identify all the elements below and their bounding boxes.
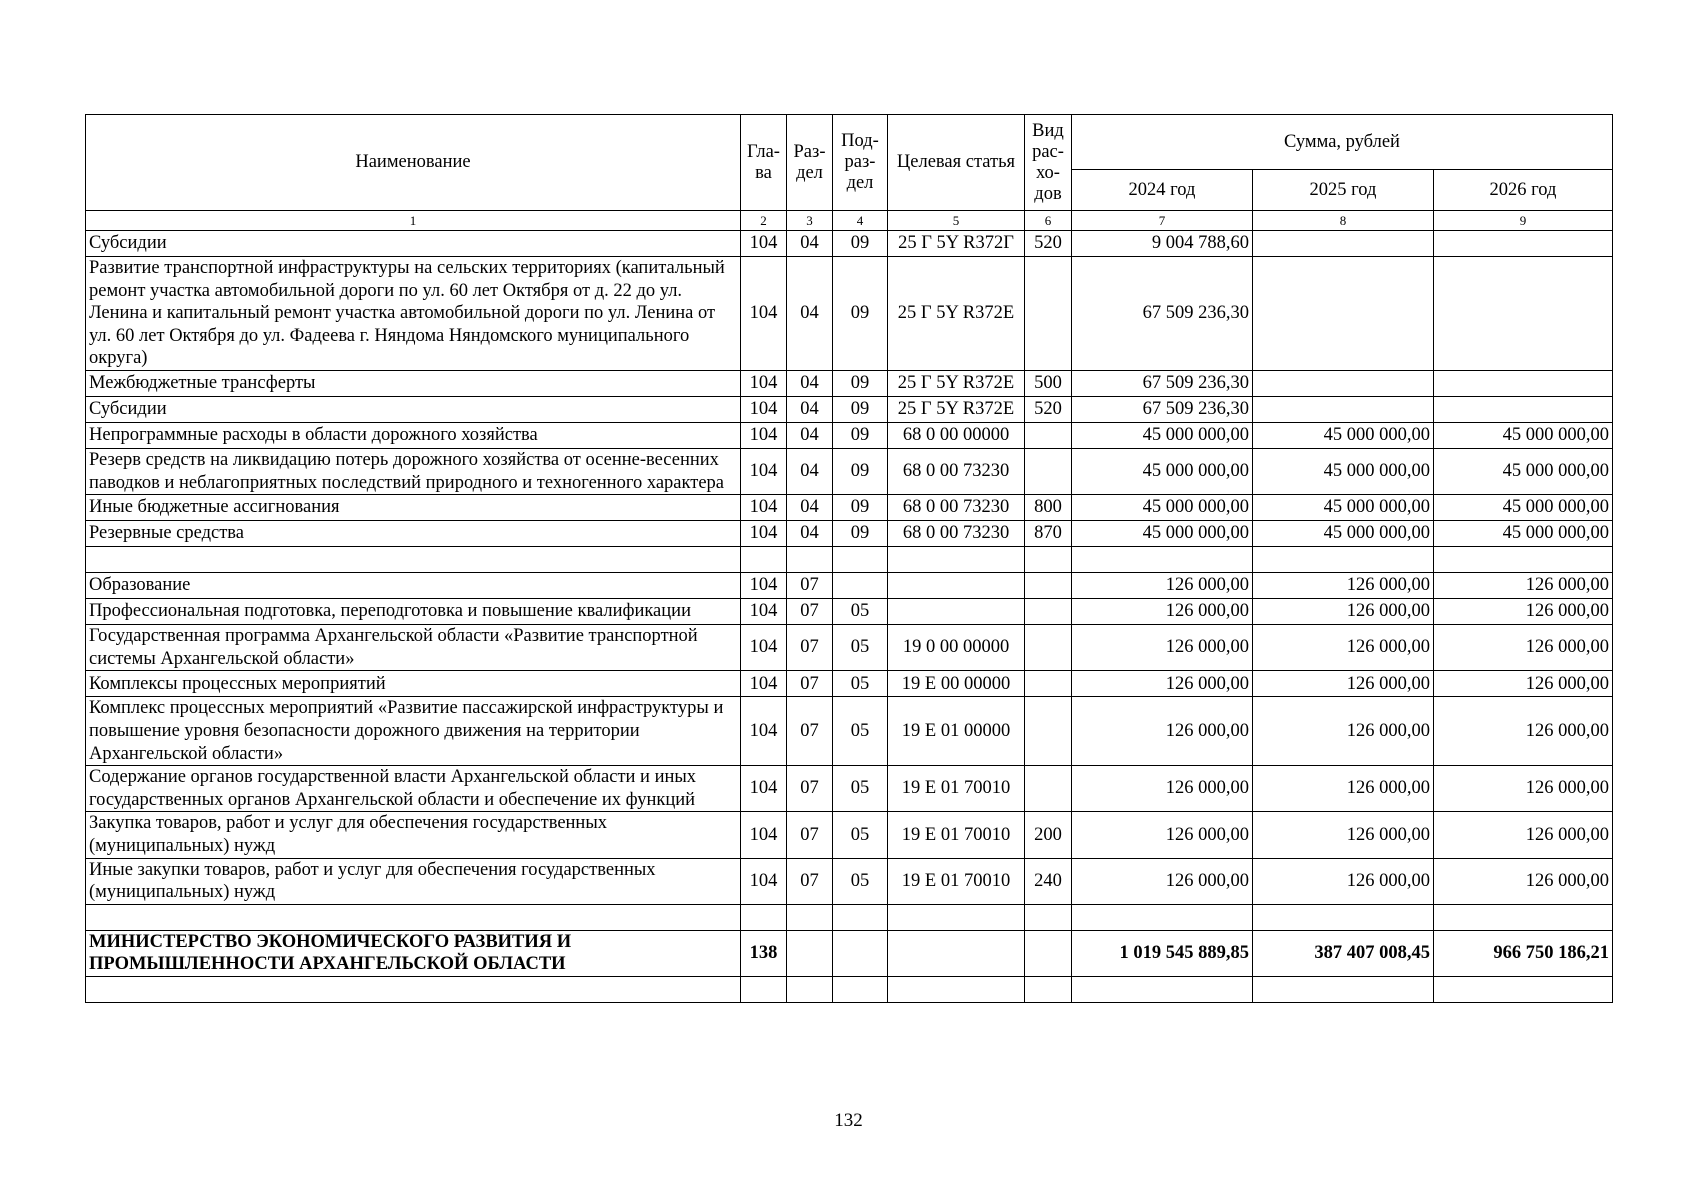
cell-celevaya <box>888 573 1025 599</box>
cell-vid: 200 <box>1025 812 1072 858</box>
table-row <box>86 547 1613 573</box>
header-year-2024: 2024 год <box>1072 170 1253 211</box>
cell-y2025 <box>1253 547 1434 573</box>
cell-y2025: 45 000 000,00 <box>1253 521 1434 547</box>
cell-glava: 104 <box>741 422 787 448</box>
cell-name <box>86 976 741 1002</box>
cell-vid <box>1025 671 1072 697</box>
cell-y2024: 126 000,00 <box>1072 812 1253 858</box>
cell-glava: 138 <box>741 930 787 976</box>
cell-vid: 520 <box>1025 396 1072 422</box>
cell-celevaya: 19 Е 01 70010 <box>888 766 1025 812</box>
cell-name: Образование <box>86 573 741 599</box>
table-row <box>86 976 1613 1002</box>
cell-y2024: 45 000 000,00 <box>1072 521 1253 547</box>
cell-name: Непрограммные расходы в области дорожного хозяйства <box>86 422 741 448</box>
cell-podrazdel: 09 <box>833 396 888 422</box>
header-razdel: Раз-дел <box>787 115 833 211</box>
cell-vid <box>1025 930 1072 976</box>
cell-razdel: 07 <box>787 671 833 697</box>
cell-glava: 104 <box>741 257 787 371</box>
cell-y2024: 126 000,00 <box>1072 858 1253 904</box>
cell-y2025: 45 000 000,00 <box>1253 495 1434 521</box>
table-row <box>86 930 1613 976</box>
cell-y2024 <box>1072 904 1253 930</box>
cell-glava: 104 <box>741 599 787 625</box>
cell-y2026: 45 000 000,00 <box>1434 422 1613 448</box>
column-number: 4 <box>833 211 888 231</box>
cell-vid <box>1025 904 1072 930</box>
cell-y2024 <box>1072 547 1253 573</box>
cell-vid <box>1025 547 1072 573</box>
cell-y2024: 126 000,00 <box>1072 573 1253 599</box>
table-row <box>86 495 1613 521</box>
cell-y2024: 67 509 236,30 <box>1072 370 1253 396</box>
cell-y2024: 126 000,00 <box>1072 671 1253 697</box>
cell-y2025: 387 407 008,45 <box>1253 930 1434 976</box>
cell-y2026: 45 000 000,00 <box>1434 521 1613 547</box>
cell-y2025 <box>1253 231 1434 257</box>
header-glava: Гла-ва <box>741 115 787 211</box>
cell-razdel <box>787 547 833 573</box>
cell-celevaya: 19 Е 00 00000 <box>888 671 1025 697</box>
cell-y2024: 67 509 236,30 <box>1072 396 1253 422</box>
cell-name: Субсидии <box>86 231 741 257</box>
table-row <box>86 231 1613 257</box>
cell-vid <box>1025 697 1072 766</box>
cell-vid <box>1025 625 1072 671</box>
cell-razdel: 04 <box>787 422 833 448</box>
cell-y2026 <box>1434 547 1613 573</box>
cell-y2025 <box>1253 976 1434 1002</box>
table-row <box>86 812 1613 858</box>
cell-podrazdel: 05 <box>833 625 888 671</box>
cell-glava: 104 <box>741 697 787 766</box>
cell-vid <box>1025 766 1072 812</box>
cell-name: Субсидии <box>86 396 741 422</box>
column-number: 1 <box>86 211 741 231</box>
table-row <box>86 697 1613 766</box>
table-row <box>86 396 1613 422</box>
table-row <box>86 858 1613 904</box>
cell-podrazdel: 09 <box>833 370 888 396</box>
column-number: 6 <box>1025 211 1072 231</box>
cell-y2026: 966 750 186,21 <box>1434 930 1613 976</box>
column-number: 8 <box>1253 211 1434 231</box>
header-podrazdel: Под-раз-дел <box>833 115 888 211</box>
table-row <box>86 448 1613 494</box>
table-row <box>86 599 1613 625</box>
cell-podrazdel <box>833 930 888 976</box>
cell-razdel: 07 <box>787 697 833 766</box>
cell-y2024: 67 509 236,30 <box>1072 257 1253 371</box>
cell-razdel: 04 <box>787 370 833 396</box>
cell-podrazdel: 05 <box>833 858 888 904</box>
cell-glava: 104 <box>741 625 787 671</box>
cell-y2025: 126 000,00 <box>1253 573 1434 599</box>
cell-y2026 <box>1434 370 1613 396</box>
cell-celevaya <box>888 976 1025 1002</box>
cell-vid: 800 <box>1025 495 1072 521</box>
cell-celevaya: 25 Г 5Y R372Е <box>888 370 1025 396</box>
cell-glava: 104 <box>741 573 787 599</box>
cell-y2025: 126 000,00 <box>1253 858 1434 904</box>
cell-celevaya <box>888 930 1025 976</box>
cell-y2026: 126 000,00 <box>1434 858 1613 904</box>
table-row <box>86 422 1613 448</box>
cell-name: МИНИСТЕРСТВО ЭКОНОМИЧЕСКОГО РАЗВИТИЯ И ПРОМЫШЛЕННОСТИ АРХАНГЕЛЬСКОЙ ОБЛАСТИ <box>86 930 741 976</box>
header-celevaya: Целевая статья <box>888 115 1025 211</box>
cell-y2024: 1 019 545 889,85 <box>1072 930 1253 976</box>
cell-name: Иные бюджетные ассигнования <box>86 495 741 521</box>
cell-podrazdel <box>833 547 888 573</box>
cell-name: Комплекс процессных мероприятий «Развитие пассажирской инфраструктуры и повышение уровня безопасности дорожного движения на территории Архангельской области» <box>86 697 741 766</box>
table-row <box>86 625 1613 671</box>
cell-vid <box>1025 599 1072 625</box>
cell-celevaya <box>888 547 1025 573</box>
cell-vid <box>1025 976 1072 1002</box>
cell-y2026 <box>1434 396 1613 422</box>
cell-vid: 870 <box>1025 521 1072 547</box>
cell-razdel: 04 <box>787 257 833 371</box>
cell-name: Комплексы процессных мероприятий <box>86 671 741 697</box>
cell-razdel <box>787 976 833 1002</box>
cell-glava: 104 <box>741 231 787 257</box>
cell-razdel: 07 <box>787 812 833 858</box>
cell-glava: 104 <box>741 396 787 422</box>
cell-name: Содержание органов государственной власти Архангельской области и иных государственных органов Архангельской области и обеспечение их функций <box>86 766 741 812</box>
table-row <box>86 370 1613 396</box>
cell-celevaya <box>888 599 1025 625</box>
cell-y2025: 126 000,00 <box>1253 625 1434 671</box>
cell-razdel: 04 <box>787 231 833 257</box>
cell-y2026: 126 000,00 <box>1434 697 1613 766</box>
cell-glava: 104 <box>741 370 787 396</box>
cell-name: Государственная программа Архангельской области «Развитие транспортной системы Архангельской области» <box>86 625 741 671</box>
cell-y2025: 126 000,00 <box>1253 671 1434 697</box>
cell-y2025: 126 000,00 <box>1253 766 1434 812</box>
cell-vid <box>1025 573 1072 599</box>
cell-razdel <box>787 930 833 976</box>
cell-celevaya: 19 Е 01 00000 <box>888 697 1025 766</box>
cell-y2026: 126 000,00 <box>1434 599 1613 625</box>
cell-y2026: 126 000,00 <box>1434 573 1613 599</box>
cell-razdel: 07 <box>787 766 833 812</box>
table-row <box>86 671 1613 697</box>
cell-vid: 500 <box>1025 370 1072 396</box>
cell-y2025 <box>1253 396 1434 422</box>
cell-glava: 104 <box>741 766 787 812</box>
cell-y2025: 126 000,00 <box>1253 697 1434 766</box>
cell-podrazdel: 09 <box>833 495 888 521</box>
cell-razdel: 07 <box>787 858 833 904</box>
header-summa: Сумма, рублей <box>1072 115 1613 170</box>
cell-podrazdel: 05 <box>833 766 888 812</box>
cell-name: Развитие транспортной инфраструктуры на сельских территориях (капитальный ремонт участка автомобильной дороги по ул. 60 лет Октября от д. 22 до ул. Ленина и капитальный ремонт участка автомобильной дороги по ул. Ленина от ул. 60 лет Октября до ул. Фадеева г. Няндома Няндомского муниципального округа) <box>86 257 741 371</box>
cell-name <box>86 904 741 930</box>
cell-name: Межбюджетные трансферты <box>86 370 741 396</box>
cell-name: Профессиональная подготовка, переподготовка и повышение квалификации <box>86 599 741 625</box>
cell-podrazdel: 09 <box>833 521 888 547</box>
cell-podrazdel: 09 <box>833 448 888 494</box>
cell-podrazdel: 09 <box>833 422 888 448</box>
cell-y2025 <box>1253 257 1434 371</box>
cell-celevaya: 68 0 00 00000 <box>888 422 1025 448</box>
cell-vid: 240 <box>1025 858 1072 904</box>
header-year-2026: 2026 год <box>1434 170 1613 211</box>
cell-razdel <box>787 904 833 930</box>
cell-celevaya: 25 Г 5Y R372Г <box>888 231 1025 257</box>
cell-celevaya: 25 Г 5Y R372Е <box>888 257 1025 371</box>
cell-name: Иные закупки товаров, работ и услуг для обеспечения государственных (муниципальных) нужд <box>86 858 741 904</box>
cell-razdel: 04 <box>787 521 833 547</box>
cell-glava <box>741 976 787 1002</box>
cell-name: Закупка товаров, работ и услуг для обеспечения государственных (муниципальных) нужд <box>86 812 741 858</box>
cell-celevaya: 19 Е 01 70010 <box>888 812 1025 858</box>
cell-y2026: 126 000,00 <box>1434 671 1613 697</box>
cell-y2025: 45 000 000,00 <box>1253 448 1434 494</box>
column-number: 5 <box>888 211 1025 231</box>
cell-razdel: 04 <box>787 448 833 494</box>
cell-y2025: 45 000 000,00 <box>1253 422 1434 448</box>
cell-name <box>86 547 741 573</box>
cell-y2025 <box>1253 904 1434 930</box>
cell-vid <box>1025 422 1072 448</box>
cell-y2024: 126 000,00 <box>1072 599 1253 625</box>
cell-name: Резервные средства <box>86 521 741 547</box>
cell-y2026: 45 000 000,00 <box>1434 448 1613 494</box>
cell-y2024: 9 004 788,60 <box>1072 231 1253 257</box>
cell-podrazdel <box>833 573 888 599</box>
cell-vid <box>1025 257 1072 371</box>
cell-y2026: 126 000,00 <box>1434 812 1613 858</box>
cell-y2026: 126 000,00 <box>1434 625 1613 671</box>
cell-celevaya: 19 Е 01 70010 <box>888 858 1025 904</box>
budget-table <box>85 114 1613 1003</box>
cell-glava <box>741 904 787 930</box>
cell-podrazdel <box>833 904 888 930</box>
column-number: 3 <box>787 211 833 231</box>
cell-celevaya <box>888 904 1025 930</box>
cell-y2026 <box>1434 257 1613 371</box>
cell-celevaya: 68 0 00 73230 <box>888 521 1025 547</box>
cell-razdel: 04 <box>787 495 833 521</box>
cell-podrazdel: 05 <box>833 812 888 858</box>
table-row <box>86 257 1613 371</box>
cell-podrazdel <box>833 976 888 1002</box>
cell-y2024: 45 000 000,00 <box>1072 422 1253 448</box>
cell-y2024: 126 000,00 <box>1072 697 1253 766</box>
cell-glava: 104 <box>741 671 787 697</box>
table-row <box>86 904 1613 930</box>
column-number: 7 <box>1072 211 1253 231</box>
cell-y2025: 126 000,00 <box>1253 599 1434 625</box>
header-vid: Вид рас-хо-дов <box>1025 115 1072 211</box>
cell-glava: 104 <box>741 448 787 494</box>
cell-celevaya: 19 0 00 00000 <box>888 625 1025 671</box>
cell-glava <box>741 547 787 573</box>
cell-glava: 104 <box>741 812 787 858</box>
cell-podrazdel: 09 <box>833 231 888 257</box>
cell-y2025 <box>1253 370 1434 396</box>
table-row <box>86 573 1613 599</box>
cell-podrazdel: 05 <box>833 599 888 625</box>
cell-podrazdel: 05 <box>833 697 888 766</box>
cell-y2026 <box>1434 231 1613 257</box>
table-row <box>86 521 1613 547</box>
cell-razdel: 07 <box>787 573 833 599</box>
header-name: Наименование <box>86 115 741 211</box>
cell-y2024: 126 000,00 <box>1072 766 1253 812</box>
page-number: 132 <box>834 1110 863 1131</box>
cell-glava: 104 <box>741 495 787 521</box>
cell-y2026: 126 000,00 <box>1434 766 1613 812</box>
cell-celevaya: 68 0 00 73230 <box>888 448 1025 494</box>
cell-y2026 <box>1434 904 1613 930</box>
column-number: 2 <box>741 211 787 231</box>
cell-glava: 104 <box>741 521 787 547</box>
cell-vid <box>1025 448 1072 494</box>
cell-celevaya: 25 Г 5Y R372Е <box>888 396 1025 422</box>
cell-razdel: 07 <box>787 625 833 671</box>
cell-y2026: 45 000 000,00 <box>1434 495 1613 521</box>
cell-razdel: 04 <box>787 396 833 422</box>
cell-podrazdel: 09 <box>833 257 888 371</box>
cell-y2024: 45 000 000,00 <box>1072 495 1253 521</box>
cell-podrazdel: 05 <box>833 671 888 697</box>
column-number-row <box>86 211 1613 231</box>
cell-y2024: 126 000,00 <box>1072 625 1253 671</box>
cell-y2024: 45 000 000,00 <box>1072 448 1253 494</box>
cell-y2026 <box>1434 976 1613 1002</box>
column-number: 9 <box>1434 211 1613 231</box>
cell-y2025: 126 000,00 <box>1253 812 1434 858</box>
table-row <box>86 766 1613 812</box>
cell-celevaya: 68 0 00 73230 <box>888 495 1025 521</box>
cell-vid: 520 <box>1025 231 1072 257</box>
cell-glava: 104 <box>741 858 787 904</box>
cell-y2024 <box>1072 976 1253 1002</box>
cell-name: Резерв средств на ликвидацию потерь дорожного хозяйства от осенне-весенних паводков и неблагоприятных последствий природного и техногенного характера <box>86 448 741 494</box>
header-year-2025: 2025 год <box>1253 170 1434 211</box>
cell-razdel: 07 <box>787 599 833 625</box>
